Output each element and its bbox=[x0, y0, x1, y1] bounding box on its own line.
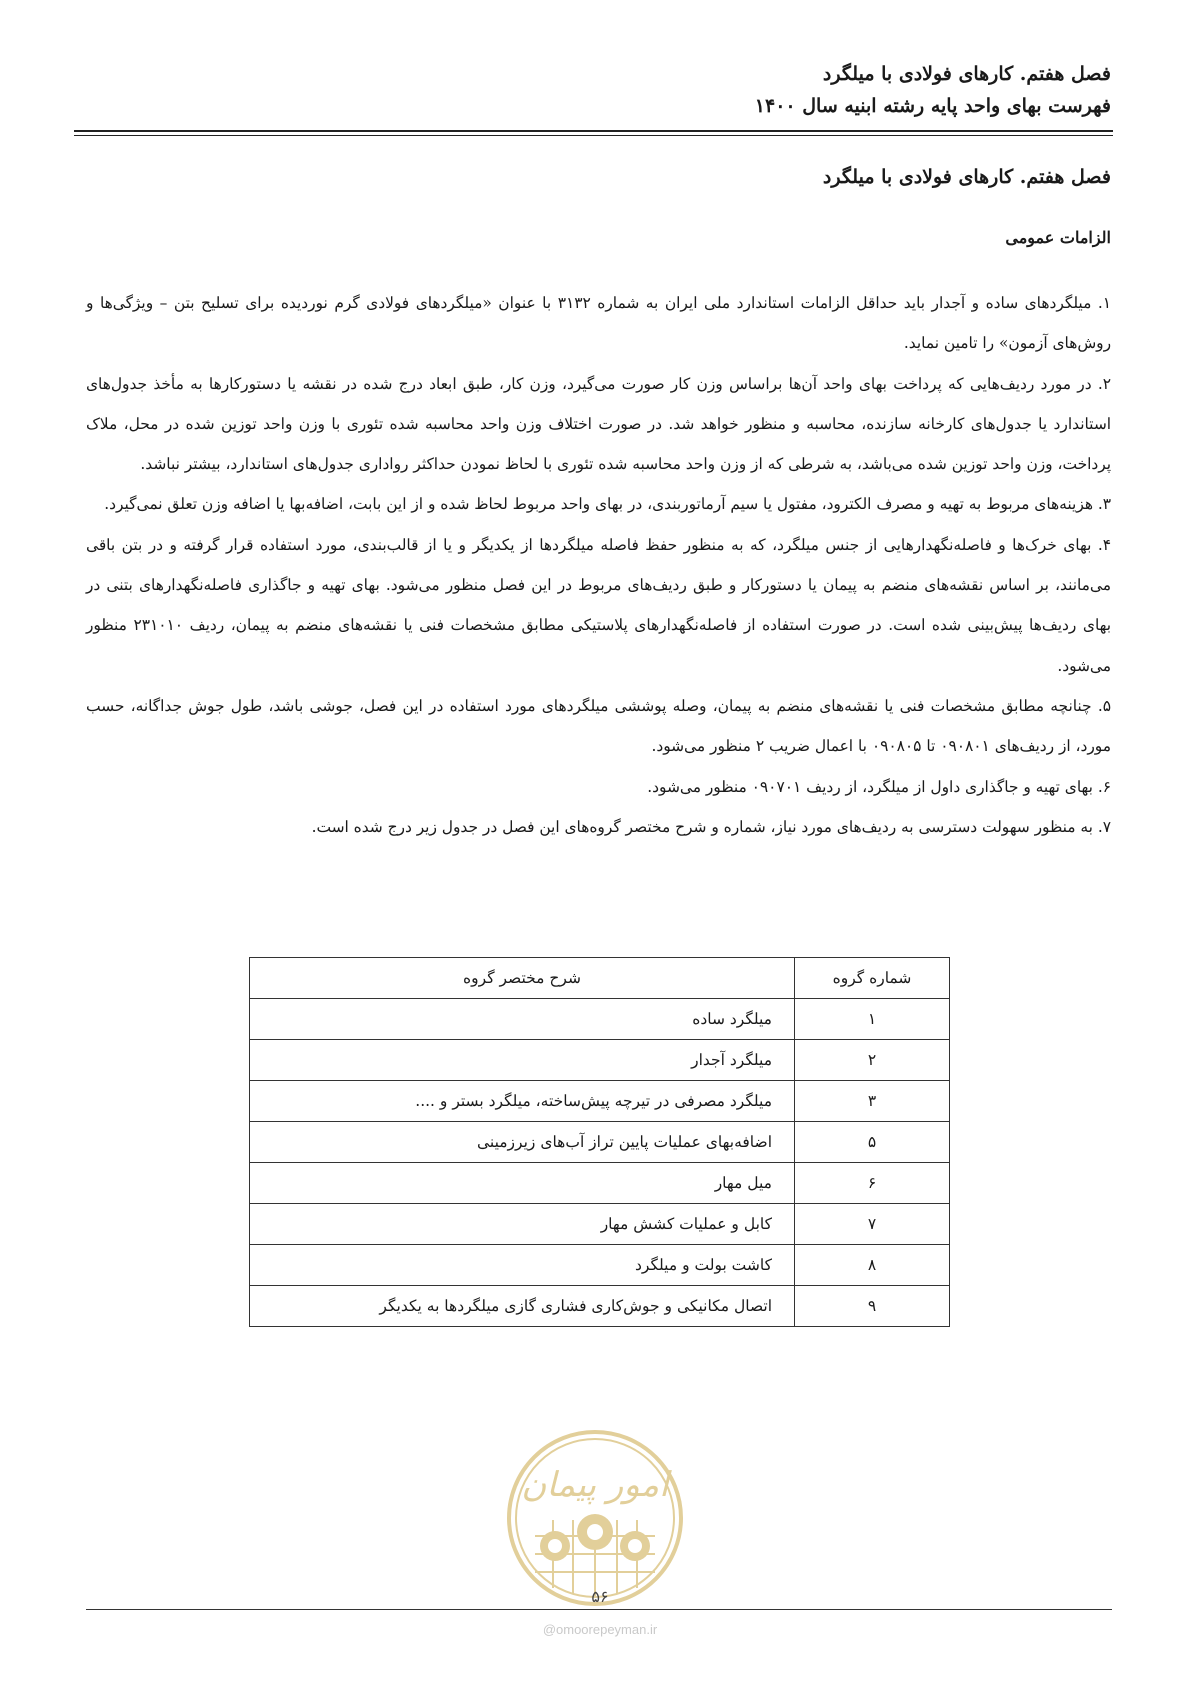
paragraph-4: ۴. بهای خرک‌ها و فاصله‌نگهدارهایی از جنس میلگرد، که به منظور حفظ فاصله میلگردها از یکدیگر و یا از قالب‌بندی، مورد استفاده قرار گرفته و در بتن باقی می‌مانند، بر اساس نقشه‌های منضم به پیمان یا دستورکار و طبق ردیف‌های مربوط در این فصل منظور می‌شود. بهای تهیه و جاگذاری فاصله‌نگهدارهای بتنی در بهای ردیف‌ها پیش‌بینی شده است. در صورت استفاده از فاصله‌نگهدارهای پلاستیکی مطابق مشخصات فنی یا نقشه‌های منضم به پیمان، ردیف ۲۳۱۰۱۰ منظور می‌شود. bbox=[86, 535, 1112, 675]
table-row bbox=[250, 1204, 950, 1245]
page-header bbox=[88, 58, 1111, 122]
footer-rule bbox=[86, 1609, 1112, 1610]
header-chapter-title: فصل هفتم. کارهای فولادی با میلگرد bbox=[822, 63, 1111, 85]
paragraph-1: ۱. میلگردهای ساده و آجدار باید حداقل الزامات استاندارد ملی ایران به شماره ۳۱۳۲ با عنوان «میلگردهای فولادی گرم نوردیده برای تسلیح بتن – ویژگی‌ها و روش‌های آزمون» را تامین نماید. bbox=[86, 294, 1112, 353]
group-number: ۳ bbox=[795, 1081, 950, 1122]
table-header-row bbox=[250, 958, 950, 999]
table-row bbox=[250, 1245, 950, 1286]
group-number: ۵ bbox=[795, 1122, 950, 1163]
paragraph-5: ۵. چنانچه مطابق مشخصات فنی یا نقشه‌های منضم به پیمان، وصله پوششی میلگردهای مورد استفاده در این فصل، جوشی باشد، طول جوش جداگانه، حسب مورد، از ردیف‌های ۰۹۰۸۰۱ تا ۰۹۰۸۰۵ با اعمال ضریب ۲ منظور می‌شود. bbox=[86, 696, 1111, 756]
table-row bbox=[250, 1122, 950, 1163]
header-rule-thick bbox=[74, 130, 1113, 132]
stamp-calligraphy: امور پیمان bbox=[521, 1465, 669, 1505]
group-description: میلگرد مصرفی در تیرچه پیش‌ساخته، میلگرد بستر و .... bbox=[250, 1081, 795, 1122]
group-number: ۲ bbox=[795, 1040, 950, 1081]
website-watermark: @omoorepeyman.ir bbox=[542, 1622, 658, 1637]
chapter-title: فصل هفتم. کارهای فولادی با میلگرد bbox=[822, 166, 1111, 188]
page-number: ۵۶ bbox=[591, 1587, 609, 1606]
paragraph-7: ۷. به منظور سهولت دسترسی به ردیف‌های مورد نیاز، شماره و شرح مختصر گروه‌های این فصل در جدول زیر درج شده است. bbox=[311, 817, 1111, 836]
paragraph-3: ۳. هزینه‌های مربوط به تهیه و مصرف الکترود، مفتول یا سیم آرماتوربندی، در بهای واحد مربوط لحاظ شده و از این بابت، اضافه‌بها یا اضافه وزن تعلق نمی‌گیرد. bbox=[104, 495, 1111, 514]
group-description: میلگرد آجدار bbox=[250, 1040, 795, 1081]
group-table bbox=[249, 957, 950, 1327]
group-description: کابل و عملیات کشش مهار bbox=[250, 1204, 795, 1245]
header-group-description: شرح مختصر گروه bbox=[250, 958, 795, 999]
omoore-peyman-stamp-logo bbox=[505, 1428, 685, 1608]
paragraph-2: ۲. در مورد ردیف‌هایی که پرداخت بهای واحد آن‌ها براساس وزن کار صورت می‌گیرد، وزن کار، طبق ابعاد درج شده در نقشه یا دستورکارها به مأخذ جدول‌های استاندارد یا جدول‌های کارخانه سازنده، محاسبه و منظور خواهد شد. در صورت اختلاف وزن واحد محاسبه شده تئوری با وزن واحد توزین شده در محل، ملاک پرداخت، وزن واحد توزین شده می‌باشد، به شرطی که از وزن واحد محاسبه شده تئوری با لحاظ نمودن حداکثر رواداری جدول‌های استاندارد، بیشتر نباشد. bbox=[86, 374, 1111, 474]
header-rule-thin bbox=[74, 135, 1113, 136]
group-description: اضافه‌بهای عملیات پایین تراز آب‌های زیرزمینی bbox=[250, 1122, 795, 1163]
group-number: ۸ bbox=[795, 1245, 950, 1286]
section-title: الزامات عمومی bbox=[1005, 228, 1111, 247]
group-number: ۷ bbox=[795, 1204, 950, 1245]
group-number: ۹ bbox=[795, 1286, 950, 1327]
group-number: ۱ bbox=[795, 999, 950, 1040]
group-description: اتصال مکانیکی و جوش‌کاری فشاری گازی میلگردها به یکدیگر bbox=[250, 1286, 795, 1327]
group-number: ۶ bbox=[795, 1163, 950, 1204]
paragraph-6: ۶. بهای تهیه و جاگذاری داول از میلگرد، از ردیف ۰۹۰۷۰۱ منظور می‌شود. bbox=[647, 777, 1111, 796]
group-description: کاشت بولت و میلگرد bbox=[250, 1245, 795, 1286]
table-row bbox=[250, 999, 950, 1040]
group-description: میل مهار bbox=[250, 1163, 795, 1204]
header-price-list-title: فهرست بهای واحد پایه رشته ابنیه سال ۱۴۰۰ bbox=[754, 95, 1111, 117]
table-row bbox=[250, 1286, 950, 1327]
group-description: میلگرد ساده bbox=[250, 999, 795, 1040]
table-row bbox=[250, 1163, 950, 1204]
general-requirements bbox=[86, 283, 1111, 847]
table-row bbox=[250, 1081, 950, 1122]
header-group-number: شماره گروه bbox=[795, 958, 950, 999]
table-row bbox=[250, 1040, 950, 1081]
